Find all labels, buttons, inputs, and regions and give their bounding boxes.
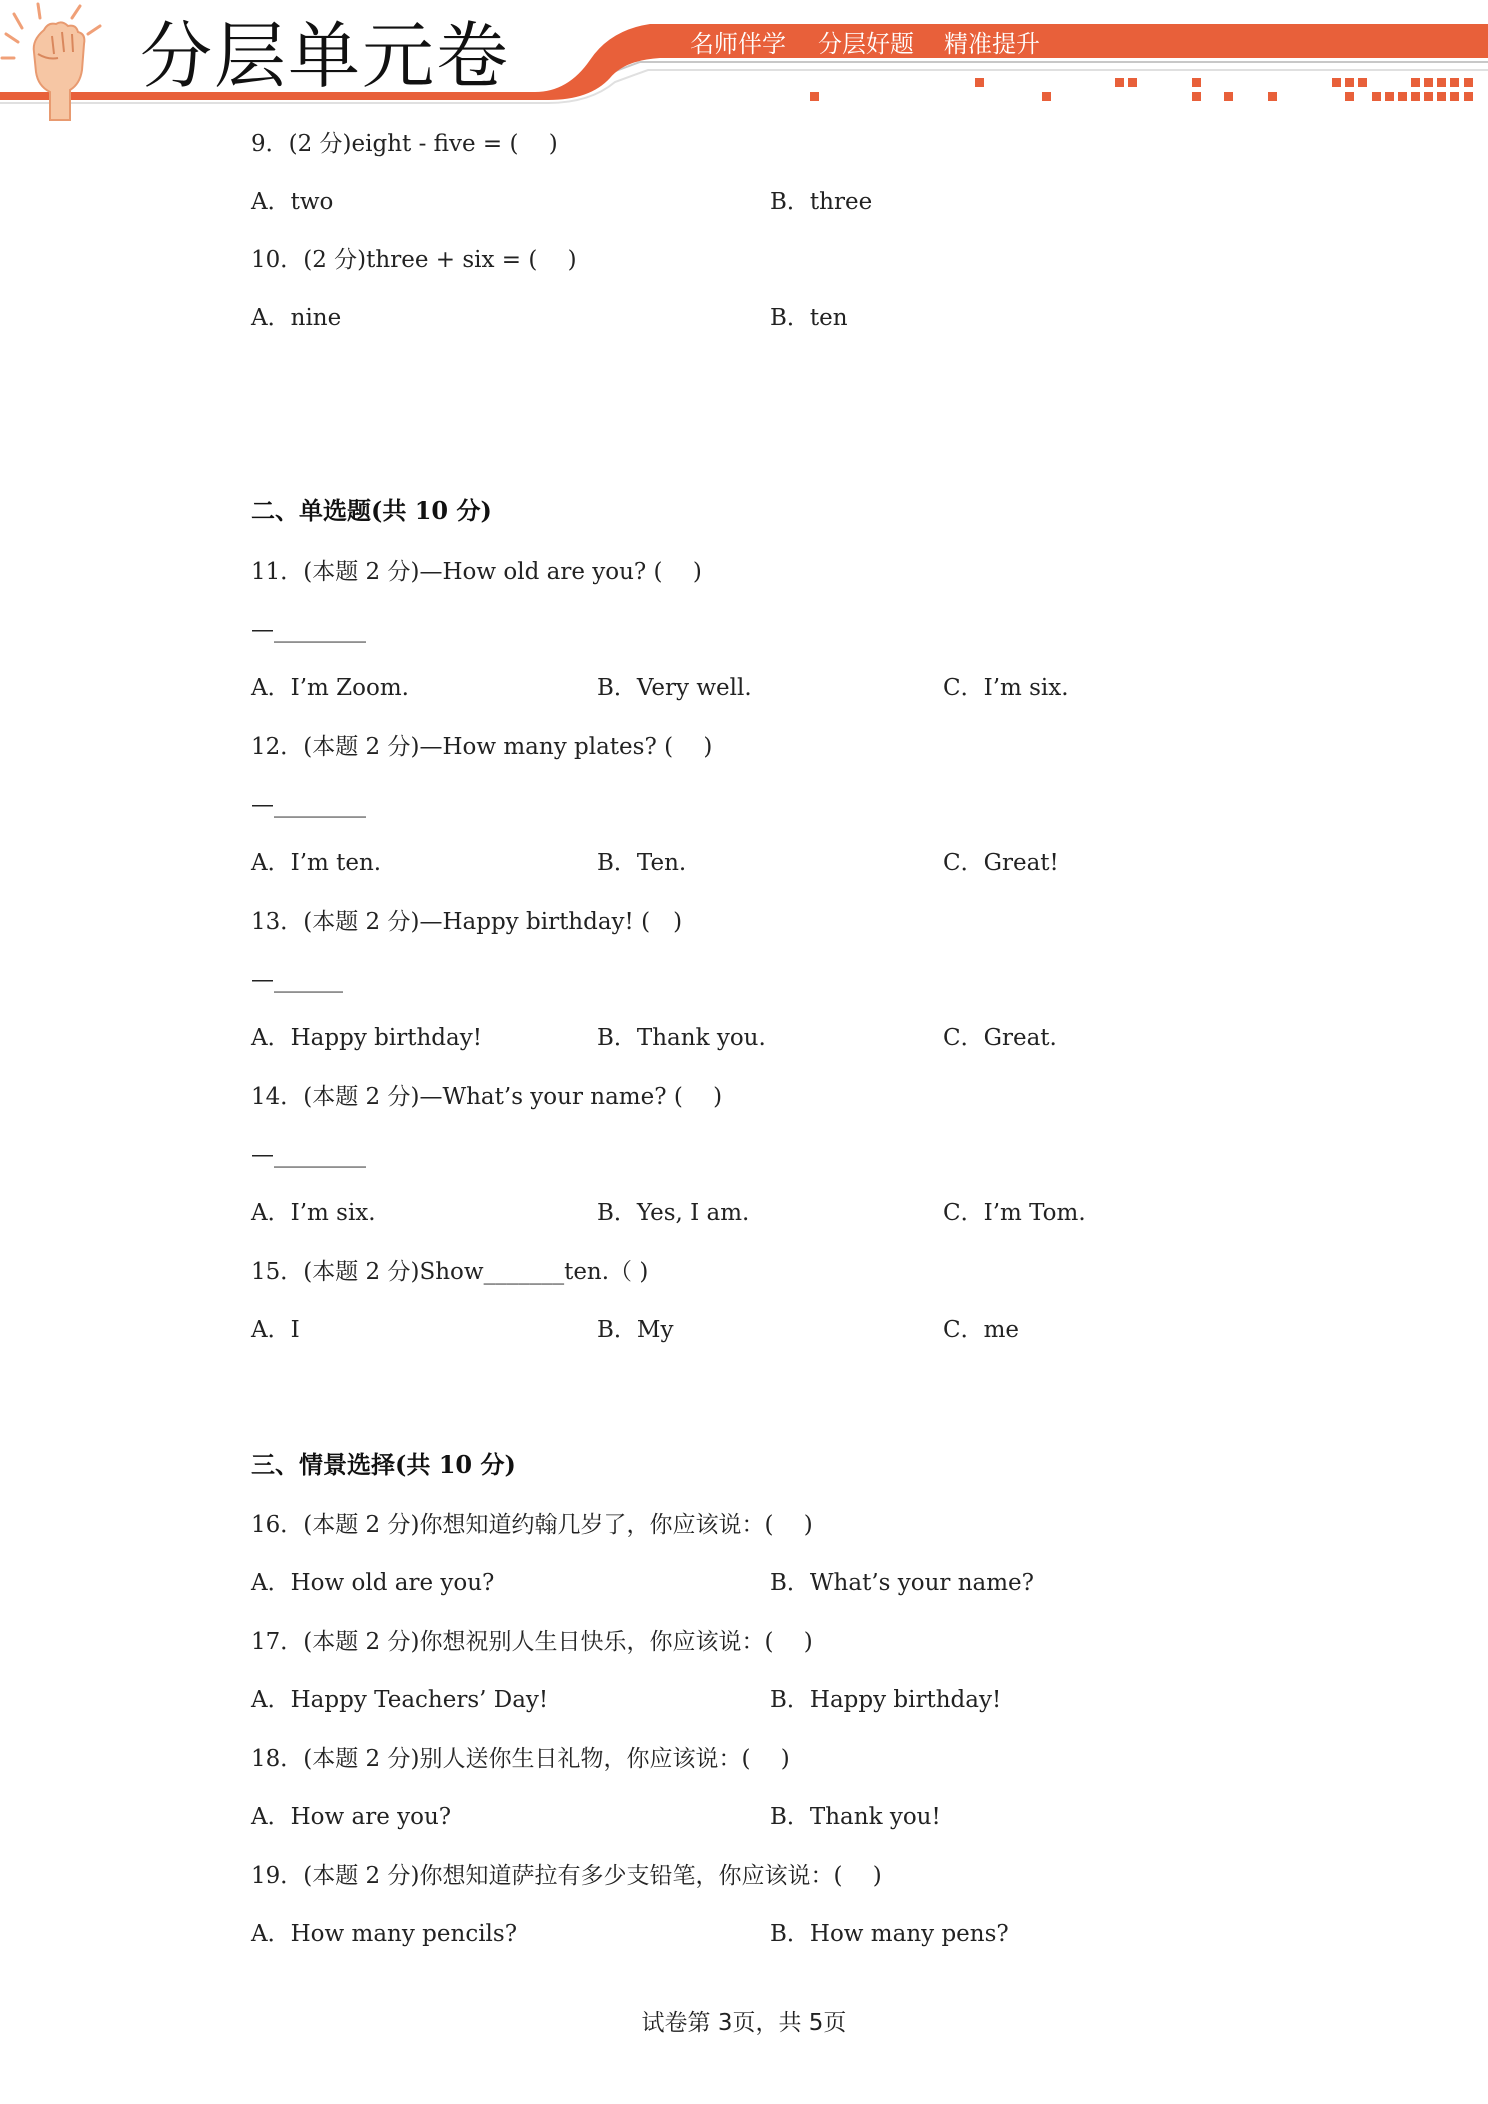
option-text: ten [809, 305, 848, 331]
question-13-option-b[interactable] [597, 1022, 766, 1054]
question-18-stem: 18．(本题 2 分)别人送你生日礼物，你应该说：( ) [251, 1746, 790, 1772]
option-text: Great! [983, 850, 1059, 876]
question-17-option-b[interactable] [770, 1684, 1001, 1716]
option-letter: C． [943, 850, 984, 876]
option-letter: B． [770, 1687, 810, 1713]
question-13-answer-blank[interactable]: —______ [251, 967, 343, 993]
slogan-3: 精准提升 [944, 30, 1040, 58]
option-letter: B． [597, 675, 637, 701]
option-letter: C． [943, 1317, 984, 1343]
question-19-option-a[interactable] [251, 1918, 517, 1950]
question-12-option-c[interactable] [943, 847, 1059, 879]
question-14-option-a[interactable] [251, 1197, 376, 1229]
question-14-answer-blank[interactable]: —________ [251, 1142, 366, 1168]
question-13-stem: 13．(本题 2 分)—Happy birthday! ( ) [251, 909, 683, 935]
option-text: I [290, 1317, 300, 1343]
option-text: I’m Zoom. [290, 675, 409, 701]
question-15-option-b[interactable] [597, 1314, 673, 1346]
option-text: I’m six. [290, 1200, 376, 1226]
question-11-option-c[interactable] [943, 672, 1069, 704]
question-12-stem: 12．(本题 2 分)—How many plates? ( ) [251, 734, 713, 760]
question-11-option-a[interactable] [251, 672, 409, 704]
option-letter: A． [251, 1804, 291, 1830]
question-10-option-b[interactable] [770, 302, 848, 334]
option-letter: B． [597, 1025, 637, 1051]
option-text: Happy Teachers’ Day! [290, 1687, 549, 1713]
option-letter: B． [770, 1804, 810, 1830]
section-3-title: 三、情景选择(共 10 分) [251, 1450, 516, 1479]
slogan-1: 名师伴学 [690, 30, 786, 58]
option-text: How old are you? [290, 1570, 495, 1596]
question-12-answer-blank[interactable]: —________ [251, 792, 366, 818]
question-18-option-b[interactable] [770, 1801, 941, 1833]
question-18-option-a[interactable] [251, 1801, 451, 1833]
question-16-option-b[interactable] [770, 1567, 1034, 1599]
option-text: two [290, 189, 334, 215]
slogan-2: 分层好题 [818, 30, 914, 58]
question-15-stem: 15．(本题 2 分)Show_______ten.（ ) [251, 1259, 649, 1285]
question-10-option-a[interactable] [251, 302, 341, 334]
option-text: Very well. [636, 675, 752, 701]
option-letter: A． [251, 305, 291, 331]
option-letter: A． [251, 1921, 291, 1947]
question-19-stem: 19．(本题 2 分)你想知道萨拉有多少支铅笔，你应该说：( ) [251, 1863, 882, 1889]
question-14-option-c[interactable] [943, 1197, 1086, 1229]
option-text: How many pencils? [290, 1921, 518, 1947]
section-2-title: 二、单选题(共 10 分) [251, 496, 492, 525]
option-letter: C． [943, 675, 984, 701]
question-19-option-b[interactable] [770, 1918, 1009, 1950]
option-letter: A． [251, 675, 291, 701]
option-text: My [636, 1317, 674, 1343]
option-text: What’s your name? [809, 1570, 1034, 1596]
option-text: me [983, 1317, 1020, 1343]
option-letter: A． [251, 1570, 291, 1596]
question-13-option-a[interactable] [251, 1022, 482, 1054]
option-letter: A． [251, 189, 291, 215]
page-number-footer: 试卷第 3页，共 5页 [641, 2010, 847, 2036]
option-letter: A． [251, 1200, 291, 1226]
option-letter: C． [943, 1025, 984, 1051]
option-letter: B． [597, 1200, 637, 1226]
option-text: How many pens? [809, 1921, 1009, 1947]
question-14-option-b[interactable] [597, 1197, 749, 1229]
option-text: Thank you. [636, 1025, 766, 1051]
question-13-option-c[interactable] [943, 1022, 1057, 1054]
option-letter: A． [251, 1687, 291, 1713]
question-12-option-b[interactable] [597, 847, 686, 879]
option-text: I’m ten. [290, 850, 382, 876]
brand-title: 分层单元卷 [140, 14, 511, 98]
option-text: Great. [983, 1025, 1057, 1051]
header-banner [0, 0, 1488, 130]
option-text: Yes, I am. [636, 1200, 750, 1226]
option-text: How are you? [290, 1804, 452, 1830]
option-text: Ten. [636, 850, 687, 876]
option-text: Happy birthday! [290, 1025, 482, 1051]
option-letter: B． [770, 305, 810, 331]
question-11-answer-blank[interactable]: —________ [251, 617, 366, 643]
raised-fist-icon [0, 0, 130, 130]
option-letter: B． [597, 850, 637, 876]
option-text: I’m six. [983, 675, 1069, 701]
option-letter: B． [770, 189, 810, 215]
option-letter: B． [770, 1921, 810, 1947]
question-11-option-b[interactable] [597, 672, 752, 704]
option-letter: B． [597, 1317, 637, 1343]
option-text: nine [290, 305, 342, 331]
option-text: three [809, 189, 873, 215]
question-15-option-c[interactable] [943, 1314, 1019, 1346]
question-16-option-a[interactable] [251, 1567, 494, 1599]
question-15-option-a[interactable] [251, 1314, 300, 1346]
option-letter: A． [251, 1025, 291, 1051]
option-letter: A． [251, 850, 291, 876]
question-17-stem: 17．(本题 2 分)你想祝别人生日快乐，你应该说：( ) [251, 1629, 813, 1655]
option-letter: C． [943, 1200, 984, 1226]
question-10-stem: 10．(2 分)three + six = ( ) [251, 247, 577, 273]
option-letter: B． [770, 1570, 810, 1596]
question-17-option-a[interactable] [251, 1684, 548, 1716]
question-16-stem: 16．(本题 2 分)你想知道约翰几岁了，你应该说：( ) [251, 1512, 813, 1538]
question-14-stem: 14．(本题 2 分)—What’s your name? ( ) [251, 1084, 723, 1110]
question-12-option-a[interactable] [251, 847, 381, 879]
question-11-stem: 11．(本题 2 分)—How old are you? ( ) [251, 559, 702, 585]
option-text: Thank you! [809, 1804, 941, 1830]
option-text: Happy birthday! [809, 1687, 1002, 1713]
option-text: I’m Tom. [983, 1200, 1086, 1226]
question-9-option-b[interactable] [770, 186, 872, 218]
question-9-option-a[interactable] [251, 186, 333, 218]
option-letter: A． [251, 1317, 291, 1343]
question-9-stem: 9．(2 分)eight - five = ( ) [251, 131, 558, 157]
